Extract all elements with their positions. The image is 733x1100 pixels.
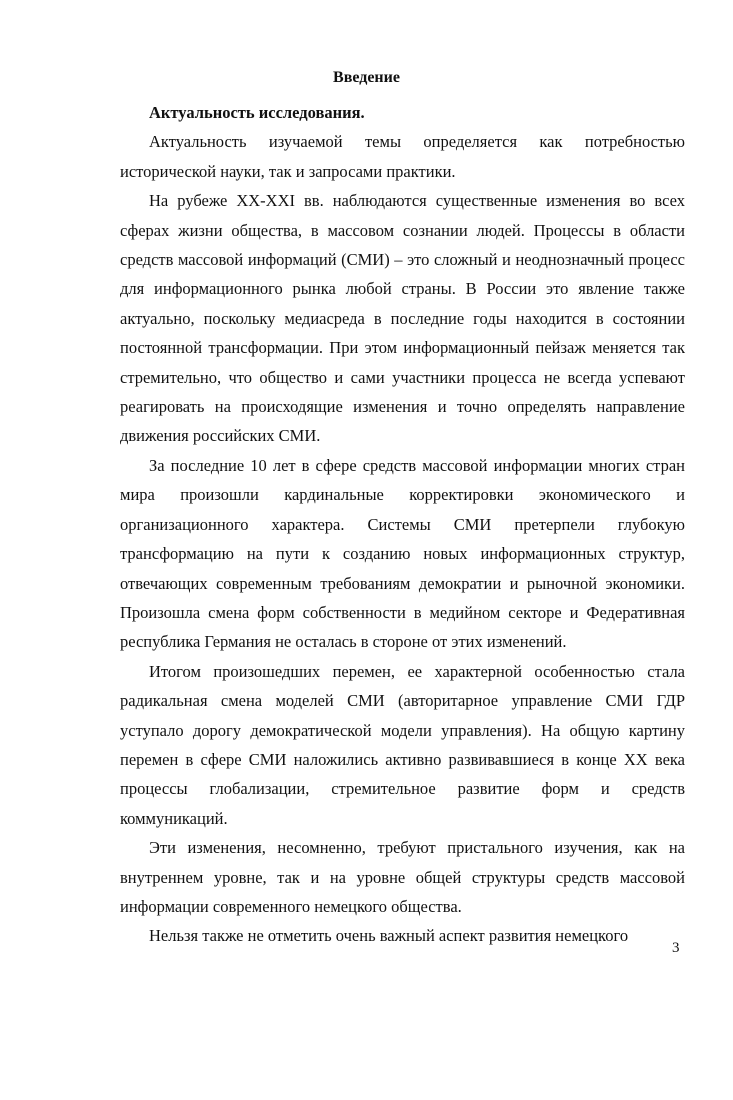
paragraph: Нельзя также не отметить очень важный аспект развития немецкого	[149, 926, 629, 946]
paragraph: За последние 10 лет в сфере средств массовой информации многих стран мира произошли кардинальные корректировки экономического и организационного характера. Системы СМИ претерпели глубокую трансформацию на пути к созданию новых информационных структур, отвечающих современным требованиям демократии и рыночной экономики. Произошла смена форм собственности в медийном секторе и Федеративная республика Германия не осталась в стороне от этих изменений.	[120, 455, 685, 652]
page-number: 3	[672, 940, 680, 956]
paragraph: На рубеже XX-XXI вв. наблюдаются существенные изменения во всех сферах жизни общества, в массовом сознании людей. Процессы в области средств массовой информаций (СМИ) – это сложный и неоднозначный процесс для информационного рынка любой страны. В России это явление также актуально, поскольку медиасреда в последние годы находится в состоянии постоянной трансформации. При этом информационный пейзаж меняется так стремительно, что общество и сами участники процесса не всегда успевают реагировать на происходящие изменения и точно определять направление движения российских СМИ.	[120, 191, 685, 446]
paragraph: Актуальность изучаемой темы определяется как потребностью исторической науки, так и запросами практики.	[120, 132, 685, 181]
paragraph: Итогом произошедших перемен, ее характерной особенностью стала радикальная смена моделей СМИ (авторитарное управление СМИ ГДР уступало дорогу демократической модели управления). На общую картину перемен в сфере СМИ наложились активно развивавшиеся в конце XX века процессы глобализации, стремительное развитие форм и средств коммуникаций.	[120, 661, 685, 828]
page-title: Введение	[333, 69, 400, 86]
paragraph: Эти изменения, несомненно, требуют пристального изучения, как на внутреннем уровне, так и на уровне общей структуры средств массовой информации современного немецкого общества.	[120, 838, 685, 916]
document-body	[120, 98, 685, 951]
section-subheading: Актуальность исследования.	[149, 103, 365, 122]
